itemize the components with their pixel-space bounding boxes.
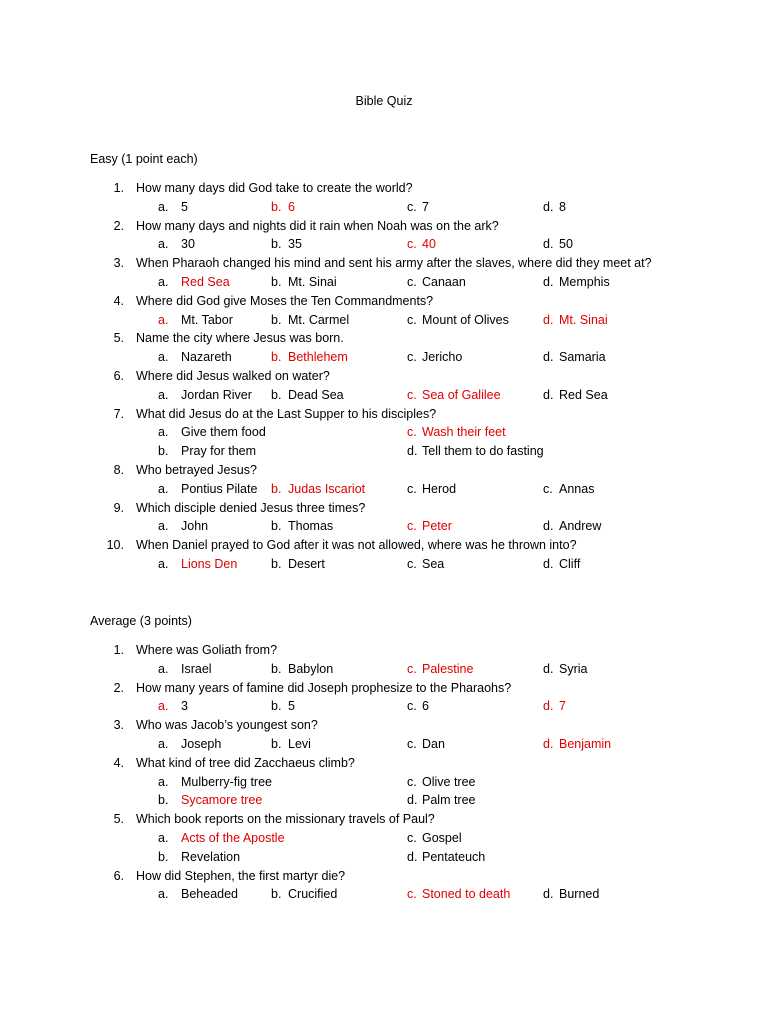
question-item (0, 499, 768, 518)
answer-option (271, 735, 311, 754)
answer-option (158, 829, 285, 848)
answer-option (407, 735, 445, 754)
option-text: Jordan River (181, 387, 252, 402)
option-letter: b. (271, 661, 282, 676)
option-text: 50 (559, 237, 573, 252)
option-letter: a. (158, 425, 169, 440)
option-letter: c. (407, 830, 417, 845)
answer-option (158, 235, 195, 254)
option-letter: a. (158, 774, 169, 789)
question-number: 3. (113, 256, 124, 271)
answer-option (543, 198, 566, 217)
question-number: 5. (113, 331, 124, 346)
option-letter: a. (158, 350, 169, 365)
option-text: Memphis (559, 274, 610, 289)
question-text: When Daniel prayed to God after it was not allowed, where was he thrown into? (136, 538, 577, 553)
option-text: Sycamore tree (181, 793, 263, 808)
option-text: Mt. Carmel (288, 312, 350, 327)
answer-option (407, 273, 466, 292)
question-text: Where did Jesus walked on water? (136, 368, 330, 383)
answer-option (407, 442, 544, 461)
option-text: Jericho (422, 350, 463, 365)
option-letter: c. (407, 736, 417, 751)
question-text: How many days did God take to create the world? (136, 181, 413, 195)
answer-option (158, 348, 232, 367)
option-text: Syria (559, 661, 588, 676)
option-text: 3 (181, 699, 188, 714)
answer-option (158, 386, 252, 405)
question-number: 5. (113, 812, 124, 827)
question-text: Which book reports on the missionary travels of Paul? (136, 812, 435, 827)
option-letter: a. (158, 830, 169, 845)
option-letter: d. (543, 556, 554, 571)
option-letter: a. (158, 237, 169, 252)
question-text: How did Stephen, the first martyr die? (136, 868, 346, 883)
answer-option (158, 273, 230, 292)
answer-row (0, 480, 768, 499)
question-text: Where did God give Moses the Ten Commandments? (136, 293, 434, 308)
answer-option (158, 555, 237, 574)
option-letter: c. (407, 350, 417, 365)
option-text: Dead Sea (288, 387, 344, 402)
option-letter: c. (407, 274, 417, 289)
option-letter: d. (543, 237, 554, 252)
option-letter: a. (158, 699, 169, 714)
answer-option (543, 348, 606, 367)
question-text: When Pharaoh changed his mind and sent his army after the slaves, where did they meet at? (136, 256, 652, 271)
option-letter: c. (407, 312, 417, 327)
answer-row (0, 555, 768, 574)
answer-row (0, 885, 768, 904)
option-letter: b. (271, 556, 282, 571)
answer-option (407, 235, 436, 254)
option-letter: d. (407, 849, 418, 864)
question-item (0, 254, 768, 273)
question-item (0, 179, 768, 198)
answer-option (543, 660, 587, 679)
question-number: 3. (113, 718, 124, 733)
option-text: Mount of Olives (422, 312, 509, 327)
answer-option (543, 555, 580, 574)
option-text: Andrew (559, 519, 602, 534)
answer-row (0, 442, 768, 461)
option-letter: b. (271, 736, 282, 751)
question-item (0, 716, 768, 735)
option-text: Olive tree (422, 774, 476, 789)
question-text: Where was Goliath from? (136, 643, 278, 657)
answer-row (0, 517, 768, 536)
question-text: How many days and nights did it rain when Noah was on the ark? (136, 218, 499, 233)
answer-option (271, 235, 302, 254)
option-text: Gospel (422, 830, 462, 845)
answer-option (407, 480, 456, 499)
answer-row (0, 697, 768, 716)
answer-option (407, 773, 476, 792)
answer-option (158, 423, 266, 442)
answer-option (271, 660, 333, 679)
answer-option (407, 555, 444, 574)
option-letter: d. (543, 350, 554, 365)
option-letter: a. (158, 274, 169, 289)
option-text: Israel (181, 661, 212, 676)
answer-option (407, 386, 501, 405)
question-number: 4. (113, 293, 124, 308)
question-number: 4. (113, 755, 124, 770)
question-item (0, 461, 768, 480)
option-text: Nazareth (181, 350, 232, 365)
answer-option (158, 697, 188, 716)
answer-option (543, 885, 599, 904)
option-letter: b. (271, 312, 282, 327)
answer-option (158, 517, 208, 536)
question-number: 6. (113, 368, 124, 383)
option-text: Annas (559, 481, 595, 496)
answer-option (543, 311, 608, 330)
option-text: Sea of Galilee (422, 387, 501, 402)
answer-row (0, 311, 768, 330)
question-list-average (0, 641, 768, 904)
option-letter: c. (407, 661, 417, 676)
option-text: 6 (422, 699, 429, 714)
question-number: 7. (113, 406, 124, 421)
option-letter: d. (543, 312, 554, 327)
option-text: 7 (559, 699, 566, 714)
option-text: Palestine (422, 661, 474, 676)
option-letter: b. (271, 237, 282, 252)
question-text: What did Jesus do at the Last Supper to his disciples? (136, 406, 437, 421)
answer-option (407, 697, 429, 716)
question-list-easy (0, 179, 768, 574)
option-text: 8 (559, 199, 566, 214)
option-text: Sea (422, 556, 445, 571)
answer-option (271, 480, 365, 499)
question-item (0, 292, 768, 311)
option-letter: a. (158, 887, 169, 902)
question-text: Who was Jacob’s youngest son? (136, 718, 318, 733)
option-text: Dan (422, 736, 445, 751)
option-text: Cliff (559, 556, 581, 571)
answer-row (0, 348, 768, 367)
option-text: 6 (288, 199, 295, 214)
question-item (0, 405, 768, 424)
option-letter: d. (407, 444, 418, 459)
option-text: Benjamin (559, 736, 612, 751)
option-text: Pentateuch (422, 849, 486, 864)
option-letter: b. (271, 387, 282, 402)
answer-option (407, 829, 462, 848)
answer-option (407, 791, 476, 810)
option-letter: c. (407, 199, 417, 214)
option-letter: c. (407, 425, 417, 440)
answer-option (543, 517, 601, 536)
option-text: 35 (288, 237, 302, 252)
answer-option (407, 198, 429, 217)
answer-option (271, 273, 337, 292)
question-number: 6. (113, 868, 124, 883)
option-letter: b. (158, 849, 169, 864)
option-text: Judas Iscariot (288, 481, 366, 496)
option-letter: b. (158, 444, 169, 459)
answer-option (543, 480, 594, 499)
question-item (0, 536, 768, 555)
answer-row (0, 773, 768, 792)
option-text: Tell them to do fasting (422, 444, 544, 459)
question-text: Which disciple denied Jesus three times? (136, 500, 366, 515)
answer-option (407, 423, 506, 442)
option-text: 40 (422, 237, 436, 252)
question-text: Name the city where Jesus was born. (136, 331, 344, 346)
answer-option (407, 848, 485, 867)
option-letter: b. (271, 274, 282, 289)
answer-option (158, 735, 221, 754)
option-text: Mt. Tabor (181, 312, 233, 327)
option-letter: c. (407, 774, 417, 789)
option-text: Burned (559, 887, 600, 902)
answer-option (271, 386, 344, 405)
question-number: 2. (113, 218, 124, 233)
answer-option (158, 848, 240, 867)
option-letter: b. (271, 481, 282, 496)
option-letter: a. (158, 312, 169, 327)
answer-row (0, 848, 768, 867)
answer-row (0, 386, 768, 405)
option-text: Levi (288, 736, 311, 751)
question-item (0, 754, 768, 773)
page-title: Bible Quiz (355, 94, 413, 108)
option-letter: c. (407, 481, 417, 496)
answer-option (271, 555, 325, 574)
answer-option (158, 660, 212, 679)
option-text: Mulberry-fig tree (181, 774, 272, 789)
question-item (0, 329, 768, 348)
option-text: Wash their feet (422, 425, 506, 440)
answer-option (407, 660, 473, 679)
question-number: 9. (113, 500, 124, 515)
answer-option (543, 235, 573, 254)
answer-option (158, 885, 238, 904)
option-text: Mt. Sinai (288, 274, 337, 289)
answer-option (407, 311, 509, 330)
option-letter: b. (271, 519, 282, 534)
option-text: Pray for them (181, 444, 257, 459)
option-letter: a. (158, 556, 169, 571)
answer-row (0, 660, 768, 679)
option-letter: d. (543, 699, 554, 714)
option-letter: b. (271, 699, 282, 714)
option-text: 5 (288, 699, 295, 714)
answer-row (0, 791, 768, 810)
question-text: How many years of famine did Joseph prophesize to the Pharaohs? (136, 680, 512, 695)
option-text: Herod (422, 481, 457, 496)
option-letter: d. (543, 274, 554, 289)
option-letter: a. (158, 661, 169, 676)
option-text: Revelation (181, 849, 241, 864)
option-text: 5 (181, 199, 188, 214)
question-item (0, 367, 768, 386)
option-letter: c. (407, 699, 417, 714)
option-letter: b. (271, 887, 282, 902)
option-text: Red Sea (181, 274, 230, 289)
answer-option (271, 311, 349, 330)
question-item (0, 641, 768, 660)
question-number: 1. (113, 181, 124, 195)
option-letter: c. (407, 237, 417, 252)
option-text: Babylon (288, 661, 334, 676)
question-number: 10. (106, 538, 124, 553)
option-letter: c. (407, 556, 417, 571)
option-letter: c. (407, 887, 417, 902)
answer-option (158, 791, 262, 810)
section-heading-average: Average (3 points) (90, 614, 192, 628)
option-text: Mt. Sinai (559, 312, 608, 327)
answer-option (543, 735, 611, 754)
option-text: Red Sea (559, 387, 608, 402)
answer-option (158, 442, 256, 461)
answer-option (271, 885, 337, 904)
option-text: Peter (422, 519, 452, 534)
question-item (0, 217, 768, 236)
answer-row (0, 273, 768, 292)
option-letter: b. (271, 199, 282, 214)
answer-option (158, 773, 272, 792)
question-item (0, 810, 768, 829)
option-letter: d. (543, 887, 554, 902)
option-text: Lions Den (181, 556, 238, 571)
option-letter: a. (158, 199, 169, 214)
answer-option (543, 273, 610, 292)
option-text: 7 (422, 199, 429, 214)
option-text: Acts of the Apostle (181, 830, 285, 845)
option-text: Joseph (181, 736, 222, 751)
answer-option (543, 697, 566, 716)
option-letter: d. (543, 661, 554, 676)
answer-row (0, 735, 768, 754)
answer-row (0, 235, 768, 254)
section-heading-easy: Easy (1 point each) (90, 152, 198, 166)
option-letter: d. (543, 199, 554, 214)
answer-option (407, 348, 462, 367)
question-text: What kind of tree did Zacchaeus climb? (136, 755, 355, 770)
option-letter: d. (543, 736, 554, 751)
question-number: 8. (113, 462, 124, 477)
answer-option (158, 311, 233, 330)
answer-option (407, 517, 452, 536)
question-number: 2. (113, 680, 124, 695)
question-text: Who betrayed Jesus? (136, 462, 257, 477)
option-letter: a. (158, 519, 169, 534)
answer-option (543, 386, 608, 405)
option-text: Stoned to death (422, 887, 511, 902)
question-item (0, 679, 768, 698)
option-letter: c. (407, 519, 417, 534)
answer-option (271, 697, 295, 716)
option-text: Desert (288, 556, 325, 571)
answer-row (0, 423, 768, 442)
answer-option (271, 198, 295, 217)
answer-option (271, 517, 333, 536)
option-text: Thomas (288, 519, 334, 534)
option-letter: d. (407, 793, 418, 808)
option-letter: c. (543, 481, 553, 496)
question-item (0, 867, 768, 886)
option-text: 30 (181, 237, 195, 252)
option-text: Crucified (288, 887, 338, 902)
answer-option (407, 885, 510, 904)
answer-option (158, 198, 188, 217)
option-text: Palm tree (422, 793, 476, 808)
option-text: Beheaded (181, 887, 239, 902)
option-letter: a. (158, 736, 169, 751)
option-letter: d. (543, 387, 554, 402)
option-text: Samaria (559, 350, 606, 365)
option-letter: c. (407, 387, 417, 402)
option-text: Canaan (422, 274, 466, 289)
option-text: Pontius Pilate (181, 481, 258, 496)
option-text: Give them food (181, 425, 266, 440)
option-letter: b. (158, 793, 169, 808)
option-letter: b. (271, 350, 282, 365)
answer-option (158, 480, 257, 499)
answer-row (0, 829, 768, 848)
answer-row (0, 198, 768, 217)
option-letter: d. (543, 519, 554, 534)
answer-option (271, 348, 348, 367)
option-text: John (181, 519, 209, 534)
option-letter: a. (158, 387, 169, 402)
option-letter: a. (158, 481, 169, 496)
option-text: Bethlehem (288, 350, 348, 365)
question-number: 1. (113, 643, 124, 657)
